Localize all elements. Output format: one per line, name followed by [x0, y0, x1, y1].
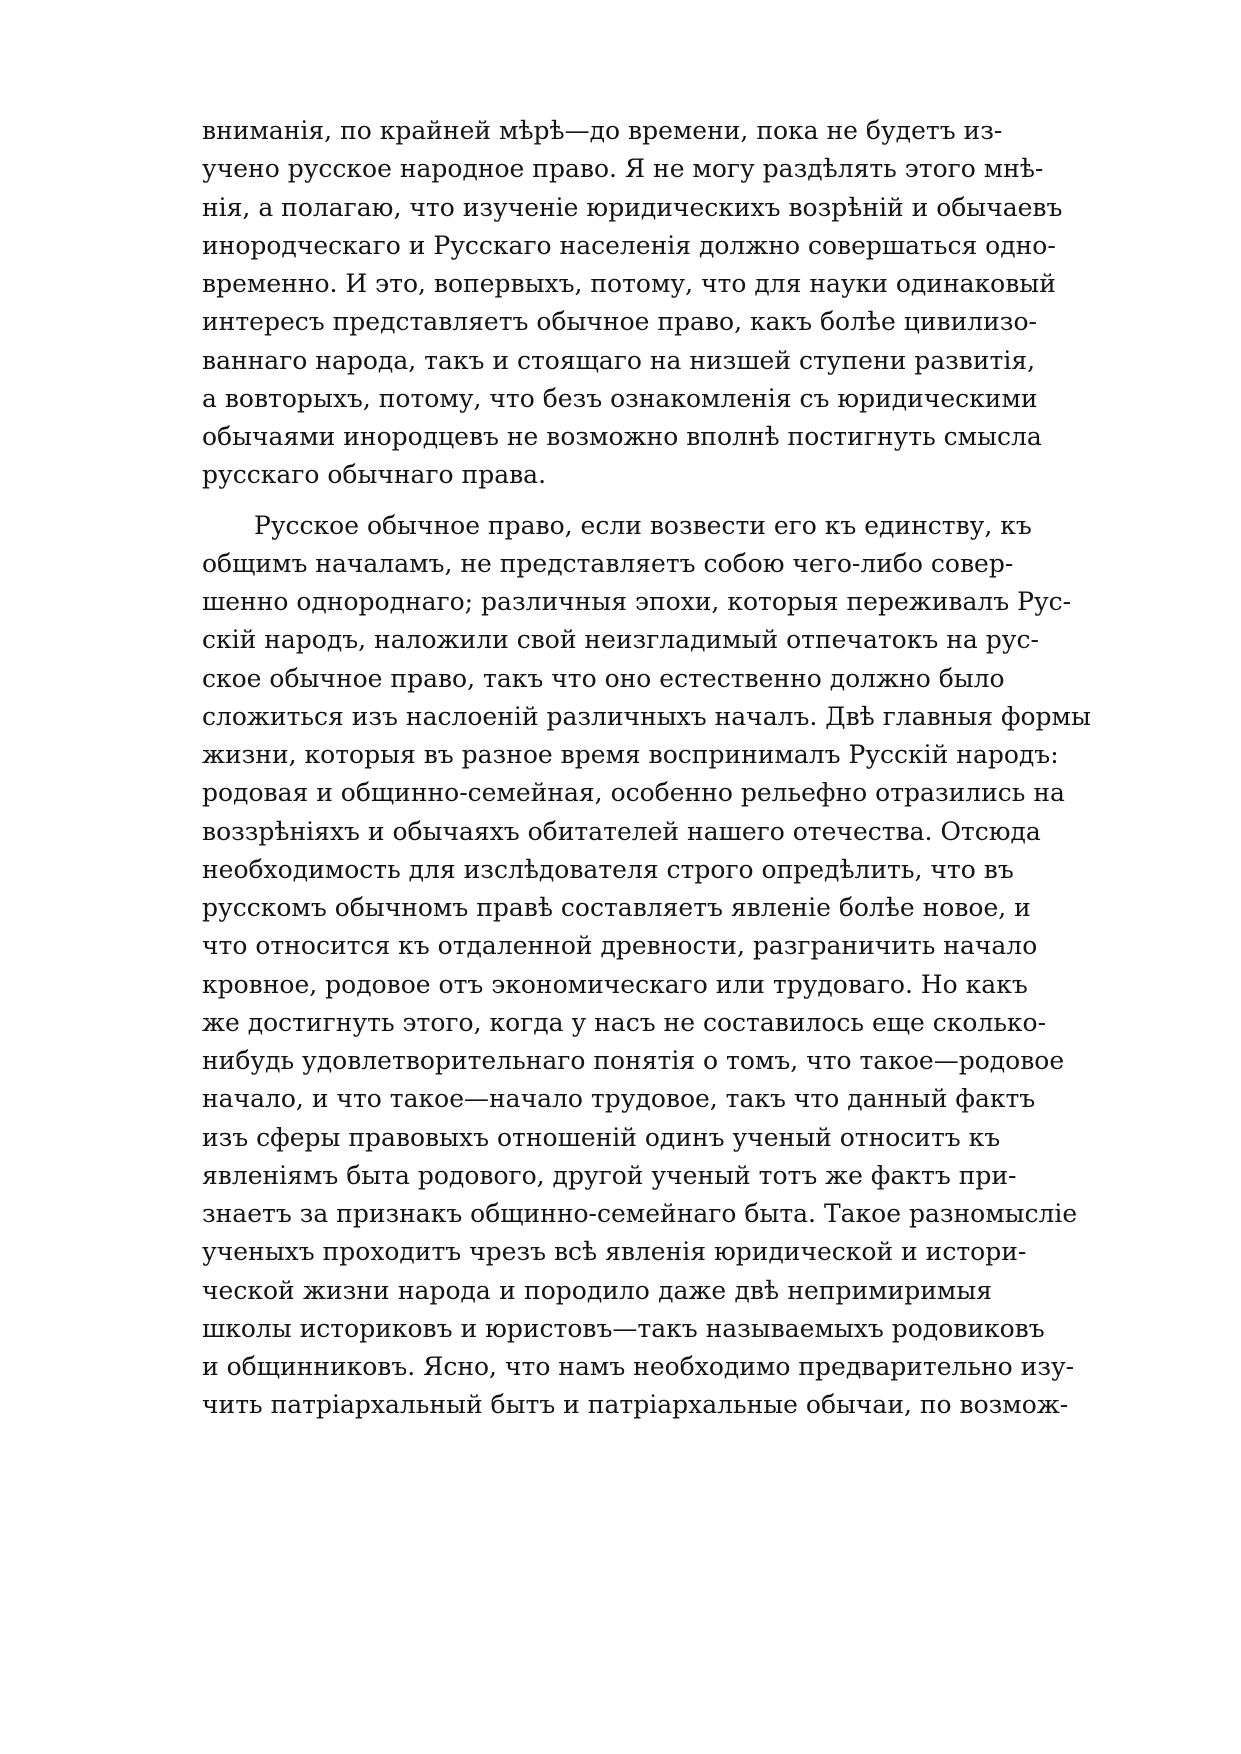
text-line: обычаями инородцевъ не возможно вполнѣ постигнуть смысла	[202, 422, 1042, 451]
text-line: ческой жизни народа и породило даже двѣ непримиримыя	[202, 1275, 992, 1305]
text-line: инородческаго и Русскаго населенія должно совершаться одно-	[202, 230, 1056, 260]
text-line: шенно однороднаго; различныя эпохи, которыя переживалъ Рус-	[202, 587, 1072, 616]
text-line: интересъ представляетъ обычное право, какъ болѣе цивилизо-	[202, 307, 1037, 337]
text-line: ваннаго народа, такъ и стоящаго на низшей ступени развитія,	[202, 345, 1036, 375]
text-line: необходимость для изслѣдователя строго опредѣлить, что въ	[202, 854, 1014, 884]
text-line: ское обычное право, такъ что оно естественно должно было	[202, 663, 1005, 693]
text-line: начало, и что такое—начало трудовое, такъ что данный фактъ	[202, 1084, 1036, 1114]
paragraph-1	[202, 112, 1063, 495]
text-line: знаетъ за признакъ общинно-семейнаго быта. Такое разномысліе	[202, 1199, 1078, 1228]
text-line: нія, а полагаю, что изученіе юридическихъ возрѣній и обычаевъ	[202, 192, 1063, 222]
text-line: родовая и общинно-семейная, особенно рельефно отразились на	[202, 778, 1065, 808]
paragraph-2	[202, 507, 1091, 1425]
text-line: явленіямъ быта родового, другой ученый тотъ же фактъ при-	[202, 1160, 1017, 1190]
text-line: Русское обычное право, если возвести его къ единству, къ	[254, 510, 1032, 540]
text-line: жизни, которыя въ разное время воспринималъ Русскій народъ:	[202, 740, 1059, 769]
paragraph-gap	[202, 495, 992, 507]
text-line: общимъ началамъ, не представляетъ собою чего-либо совер-	[202, 548, 1014, 578]
text-line: чить патріархальный бытъ и патріархальные обычаи, по возмож-	[202, 1390, 1069, 1420]
text-line: кровное, родовое отъ экономическаго или трудоваго. Но какъ	[202, 969, 1028, 999]
text-line: сложиться изъ наслоеній различныхъ началъ. Двѣ главныя формы	[202, 701, 1091, 731]
text-line: что относится къ отдаленной древности, разграничить начало	[202, 931, 1038, 961]
text-line: учено русское народное право. Я не могу раздѣлять этого мнѣ-	[202, 154, 1044, 184]
text-line: и общинниковъ. Ясно, что намъ необходимо предварительно изу-	[202, 1352, 1075, 1381]
text-line: нибудь удовлетворительнаго понятія о томъ, что такое—родовое	[202, 1046, 1065, 1075]
text-line: ученыхъ проходитъ чрезъ всѣ явленія юридической и истори-	[202, 1237, 1027, 1267]
text-line: вниманія, по крайней мѣрѣ—до времени, пока не будетъ из-	[202, 116, 1003, 145]
page-text	[202, 112, 1091, 1425]
text-line: же достигнуть этого, когда у насъ не составилось еще сколько-	[202, 1007, 1047, 1037]
text-line: русскомъ обычномъ правѣ составляетъ явленіе болѣе новое, и	[202, 893, 1031, 922]
text-line: русскаго обычнаго права.	[202, 460, 547, 490]
text-line: скій народъ, наложили свой неизгладимый отпечатокъ на рус-	[202, 625, 1039, 655]
text-line: а вовторыхъ, потому, что безъ ознакомленія съ юридическими	[202, 383, 1038, 413]
text-line: воззрѣніяхъ и обычаяхъ обитателей нашего отечества. Отсюда	[202, 816, 1041, 846]
text-line: временно. И это, вопервыхъ, потому, что для науки одинаковый	[202, 269, 1056, 298]
text-line: школы историковъ и юристовъ—такъ называемыхъ родовиковъ	[202, 1313, 1045, 1343]
text-line: изъ сферы правовыхъ отношеній одинъ ученый относитъ къ	[202, 1122, 1001, 1152]
